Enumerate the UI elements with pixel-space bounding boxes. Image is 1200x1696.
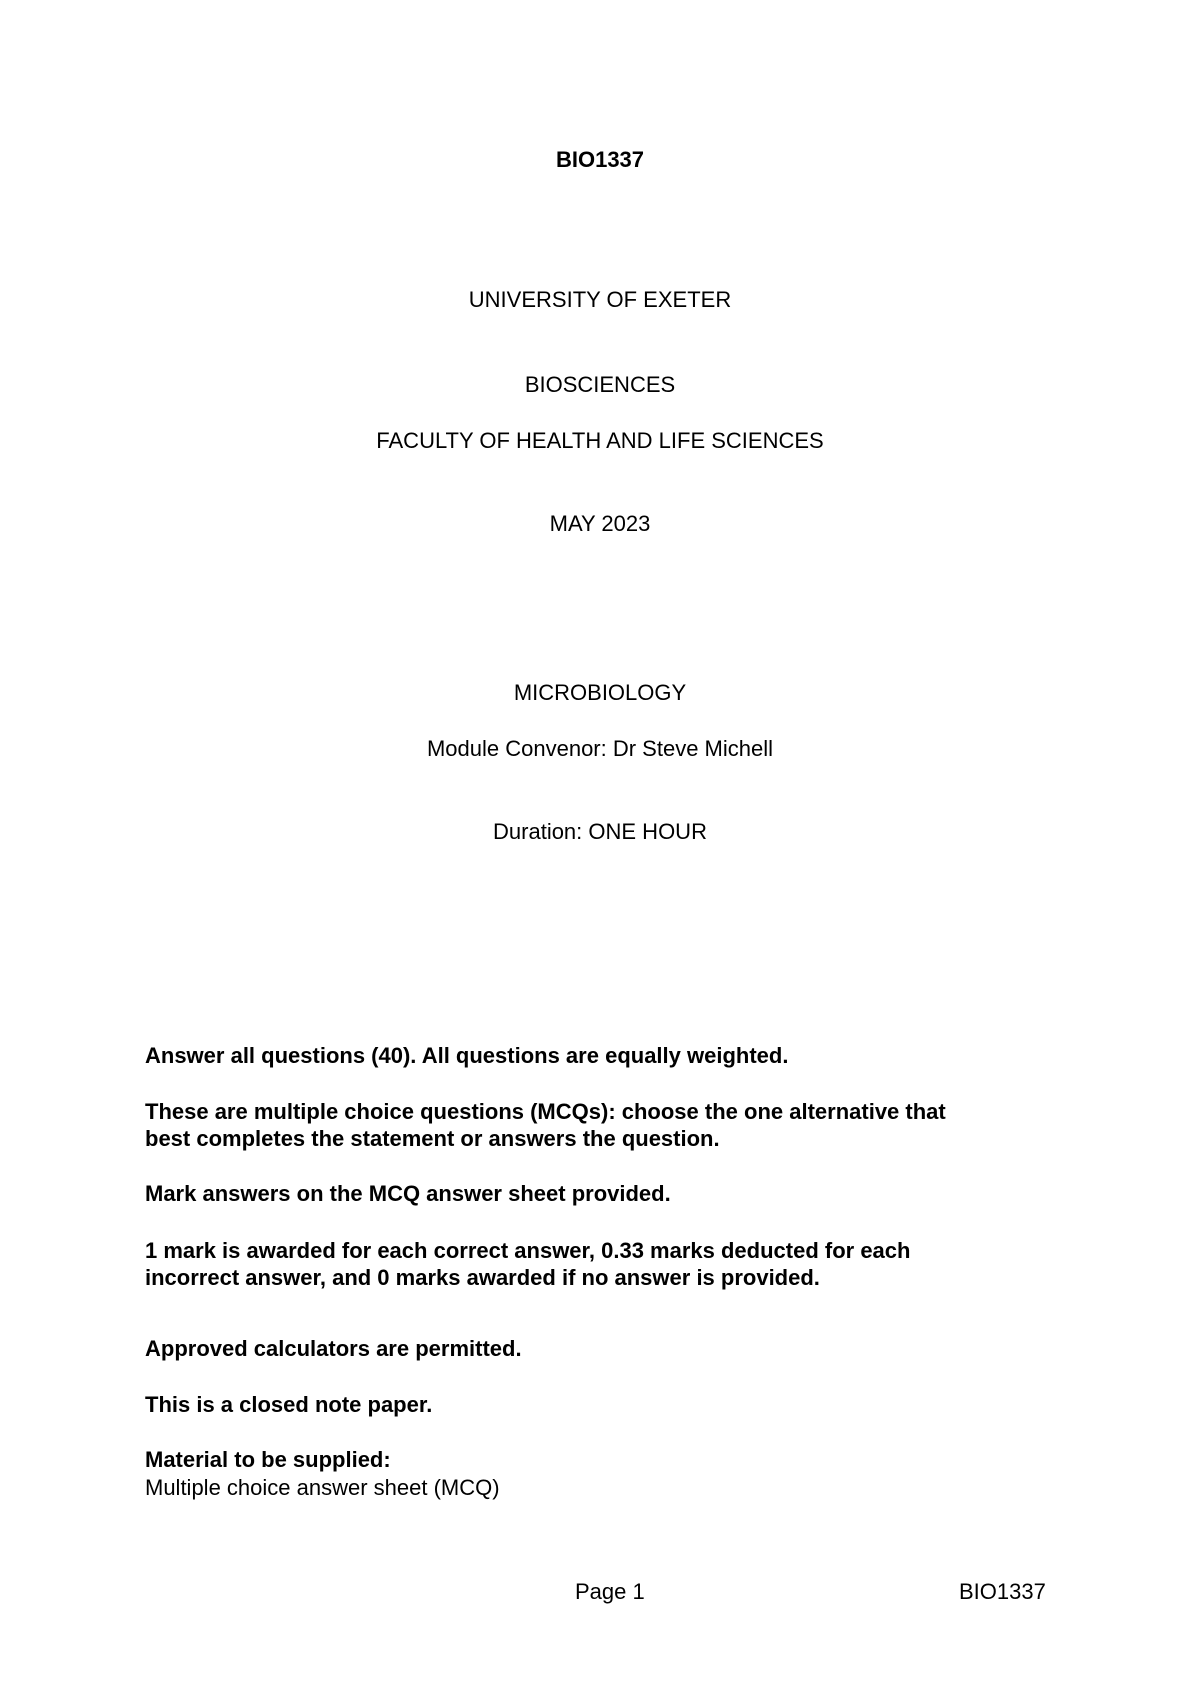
exam-duration: Duration: ONE HOUR (493, 819, 707, 844)
material-heading: Material to be supplied: (145, 1447, 391, 1472)
instruction-mark-sheet: Mark answers on the MCQ answer sheet provided. (145, 1181, 671, 1206)
page-number: Page 1 (575, 1579, 645, 1604)
instruction-mcq-line-2: best completes the statement or answers the question. (145, 1126, 720, 1151)
module-title: MICROBIOLOGY (513, 680, 687, 705)
material-item: Multiple choice answer sheet (MCQ) (145, 1475, 500, 1500)
instruction-marking-line-2: incorrect answer, and 0 marks awarded if no answer is provided. (145, 1265, 820, 1290)
instruction-calculators: Approved calculators are permitted. (145, 1336, 522, 1361)
module-convenor: Module Convenor: Dr Steve Michell (426, 736, 774, 761)
instruction-answer-all: Answer all questions (40). All questions are equally weighted. (145, 1043, 789, 1068)
exam-date: MAY 2023 (549, 511, 651, 536)
instruction-closed-note: This is a closed note paper. (145, 1392, 433, 1417)
instruction-mcq-line-1: These are multiple choice questions (MCQs): choose the one alternative that (145, 1099, 946, 1124)
department-name: BIOSCIENCES (524, 372, 676, 397)
module-code-header: BIO1337 (555, 147, 645, 172)
faculty-name: FACULTY OF HEALTH AND LIFE SCIENCES (376, 428, 824, 453)
footer-module-code: BIO1337 (959, 1579, 1046, 1604)
university-name: UNIVERSITY OF EXETER (468, 287, 732, 312)
instruction-marking-line-1: 1 mark is awarded for each correct answer, 0.33 marks deducted for each (145, 1238, 911, 1263)
